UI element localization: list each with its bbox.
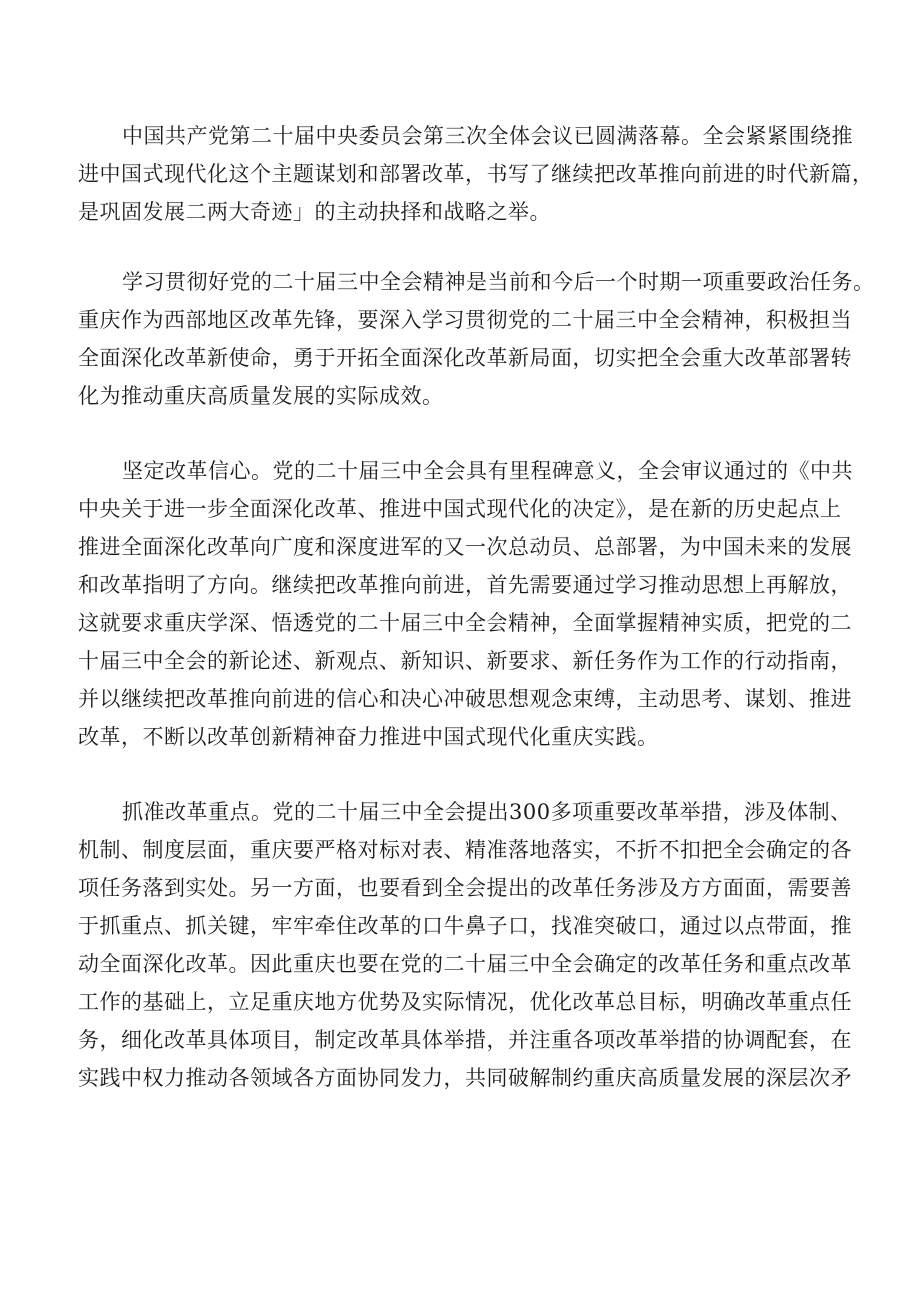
paragraph-line: 坚定改革信心。党的二十届三中全会具有里程碑意义，全会审议通过的《中共 [122, 459, 853, 483]
paragraph-line: 工作的基础上，立足重庆地方优势及实际情况，优化改革总目标，明确改革重点任 [78, 990, 852, 1014]
paragraph-line: 实践中权力推动各领域各方面协同发力，共同破解制约重庆高质量发展的深层次矛 [78, 1066, 852, 1090]
paragraph-line: 是巩固发展二两大奇迹」的主动抉择和战略之举。 [78, 200, 551, 224]
paragraph-line: 抓准改革重点。党的二十届三中全会提出300多项重要改革举措，涉及体制、 [122, 800, 852, 824]
paragraph-line: 进中国式现代化这个主题谋划和部署改革，书写了继续把改革推向前进的时代新篇， [78, 162, 874, 186]
paragraph-line: 动全面深化改革。因此重庆也要在党的二十届三中全会确定的改革任务和重点改革 [78, 952, 852, 976]
paragraph-line: 全面深化改革新使命，勇于开拓全面深化改革新局面，切实把全会重大改革部署转 [78, 346, 852, 370]
paragraph-2 [78, 263, 878, 415]
paragraph-line: 中央关于进一步全面深化改革、推进中国式现代化的决定》，是在新的历史起点上 [78, 497, 842, 521]
paragraph-line: 十届三中全会的新论述、新观点、新知识、新要求、新任务作为工作的行动指南， [78, 649, 852, 673]
paragraph-line: 项任务落到实处。另一方面，也要看到全会提出的改革任务涉及方方面面，需要善 [78, 876, 852, 900]
paragraph-line: 务，细化改革具体项目，制定改革具体举措，并注重各项改革举措的协调配套，在 [78, 1028, 852, 1052]
paragraph-line: 化为推动重庆高质量发展的实际成效。 [78, 384, 444, 408]
paragraph-line: 学习贯彻好党的二十届三中全会精神是当前和今后一个时期一项重要政治任务。 [122, 270, 875, 294]
paragraph-4 [78, 793, 878, 1097]
paragraph-line: 机制、制度层面，重庆要严格对标对表、精准落地落实，不折不扣把全会确定的各 [78, 838, 852, 862]
paragraph-line: 并以继续把改革推向前进的信心和决心冲破思想观念束缚，主动思考、谋划、推进 [78, 687, 852, 711]
paragraph-1 [78, 117, 878, 231]
paragraph-line: 中国共产党第二十届中央委员会第三次全体会议已圆满落幕。全会紧紧围绕推 [122, 124, 853, 148]
paragraph-3 [78, 452, 878, 756]
paragraph-line: 这就要求重庆学深、悟透党的二十届三中全会精神，全面掌握精神实质，把党的二 [78, 611, 852, 635]
paragraph-line: 和改革指明了方向。继续把改革推向前进，首先需要通过学习推动思想上再解放， [78, 573, 852, 597]
paragraph-line: 重庆作为西部地区改革先锋，要深入学习贯彻党的二十届三中全会精神，积极担当 [78, 308, 852, 332]
paragraph-line: 改革，不断以改革创新精神奋力推进中国式现代化重庆实践。 [78, 725, 659, 749]
paragraph-line: 推进全面深化改革向广度和深度进军的又一次总动员、总部署，为中国未来的发展 [78, 535, 852, 559]
paragraph-line: 于抓重点、抓关键，牢牢牵住改革的口牛鼻子口，找准突破口，通过以点带面，推 [78, 914, 852, 938]
